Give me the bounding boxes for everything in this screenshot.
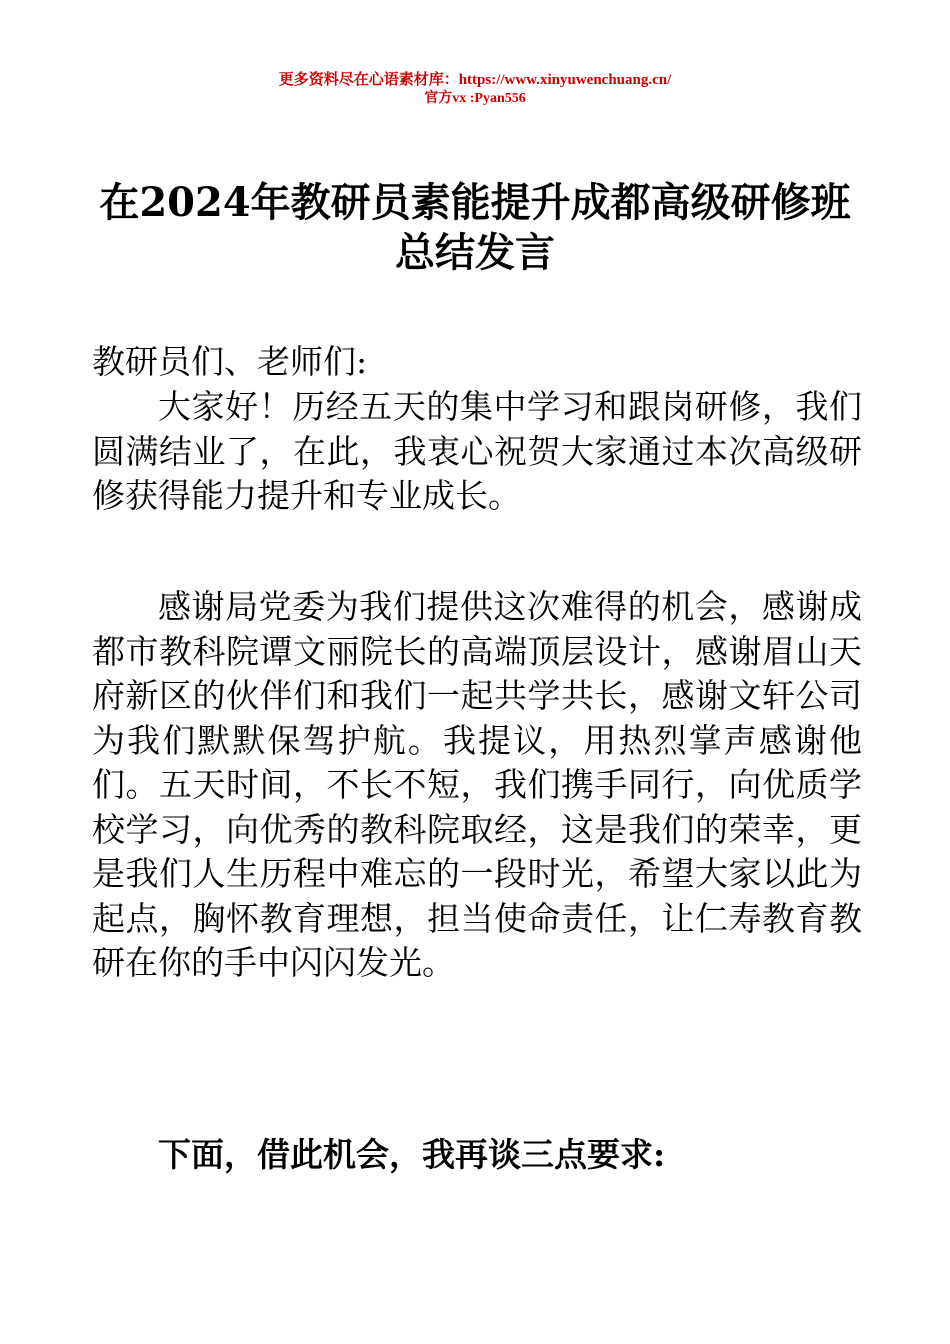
paragraph-2-text: 感谢局党委为我们提供这次难得的机会，感谢成都市教科院谭文丽院长的高端顶层设计，感谢眉山天府新区的伙伴们和我们一起共学共长，感谢文轩公司为我们默默保驾护航。我提议，用热烈掌声感谢他们。五天时间，不长不短，我们携手同行，向优质学校学习，向优秀的教科院取经，这是我们的荣幸，更是我们人生历程中难忘的一段时光，希望大家以此为起点，胸怀教育理想，担当使命责任，让仁寿教育教研在你的手中闪闪发光。 <box>92 587 862 982</box>
paragraph-3 <box>92 1133 862 1178</box>
paragraph-3-text: 下面，借此机会，我再谈三点要求: <box>158 1135 666 1174</box>
salutation-text: 教研员们、老师们: <box>92 342 368 381</box>
header-url-link[interactable]: https://www.xinyuwenchuang.cn/ <box>458 72 672 88</box>
paragraph-2 <box>92 585 862 986</box>
paragraph-1-text: 大家好！历经五天的集中学习和跟岗研修，我们圆满结业了，在此，我衷心祝贺大家通过本次高级研修获得能力提升和专业成长。 <box>92 387 862 515</box>
salutation <box>92 340 862 385</box>
header-line-1 <box>0 70 950 90</box>
header-line-2: 官方vx :Pyan556 <box>424 91 526 106</box>
paragraph-1 <box>92 385 862 519</box>
header-prefix: 更多资料尽在心语素材库： <box>278 72 459 88</box>
watermark-header <box>0 70 950 108</box>
document-title: 在2024年教研员素能提升成都高级研修班总结发言 <box>99 179 851 276</box>
